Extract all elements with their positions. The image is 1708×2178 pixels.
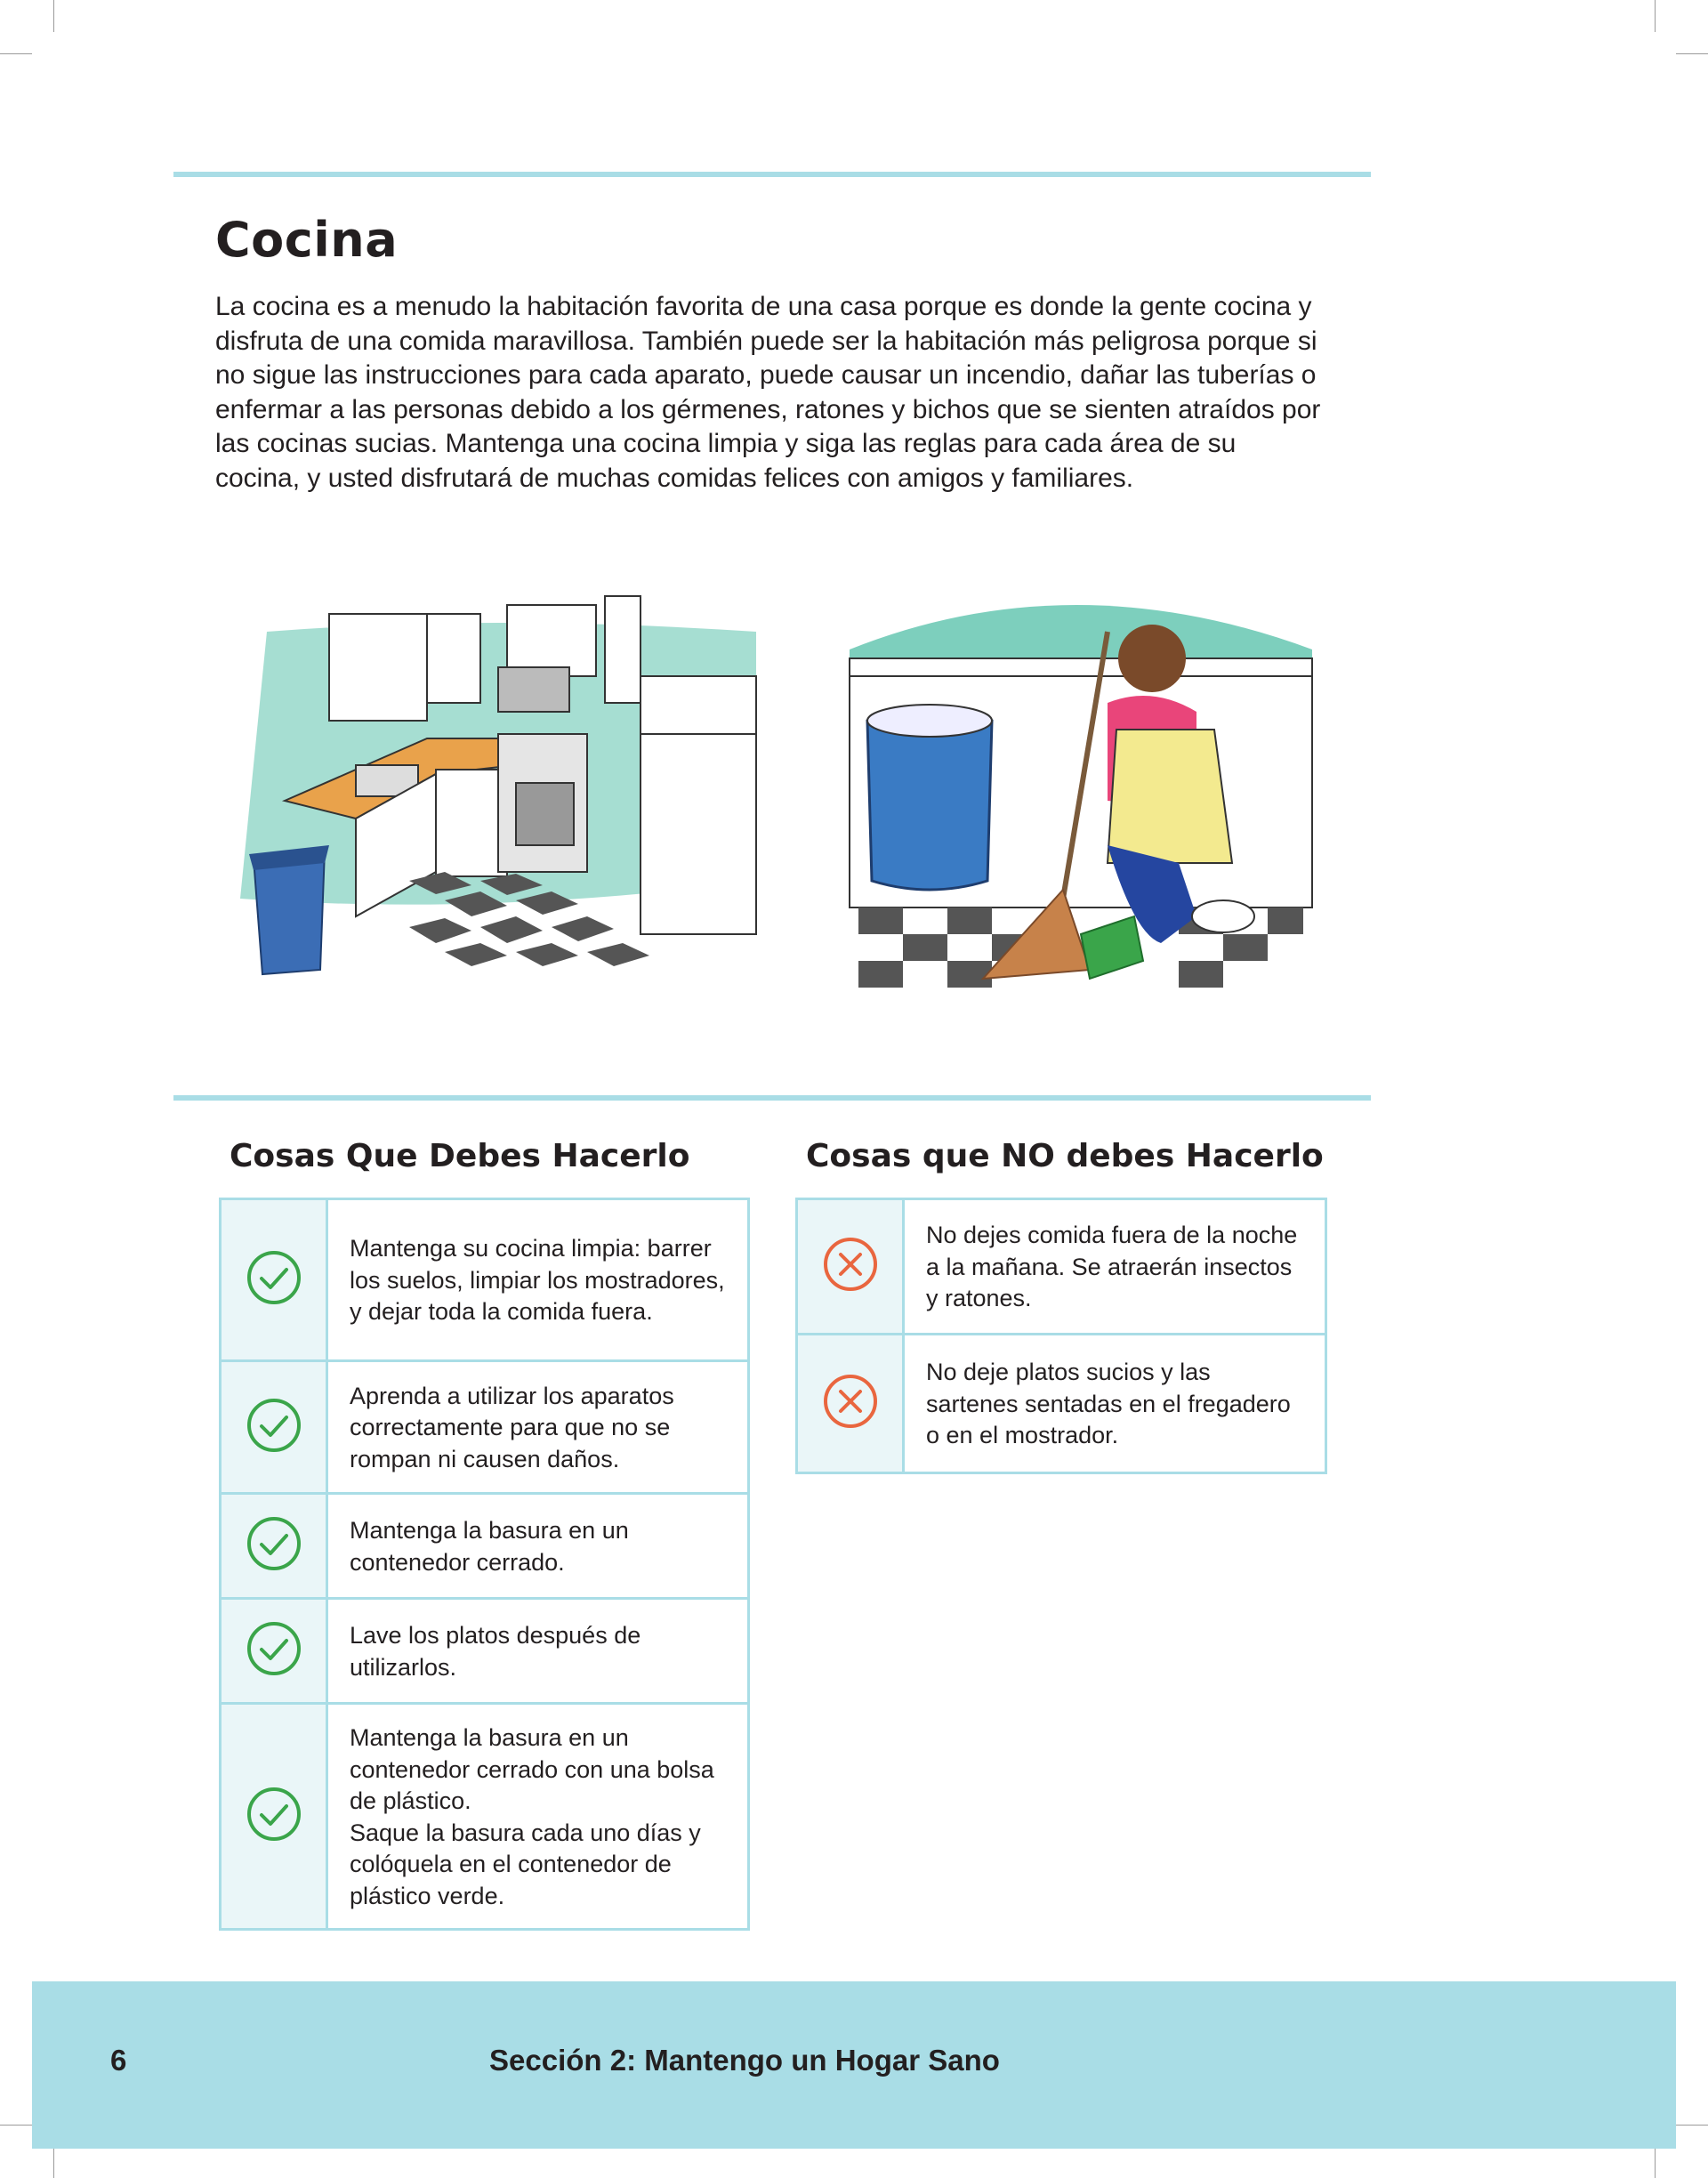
table-row xyxy=(221,1704,749,1930)
dos-table xyxy=(219,1198,750,1931)
sweeping-illustration xyxy=(841,578,1321,1001)
page-title: Cocina xyxy=(215,212,399,268)
x-circle-icon xyxy=(821,1235,880,1294)
dos-heading: Cosas Que Debes Hacerlo xyxy=(230,1138,690,1174)
donts-table xyxy=(795,1198,1327,1474)
check-circle-icon xyxy=(245,1619,303,1678)
check-circle-icon xyxy=(245,1785,303,1843)
crop-mark xyxy=(1676,2125,1708,2126)
crop-mark xyxy=(0,2125,32,2126)
crop-mark xyxy=(1655,2146,1656,2178)
dos-item-text: Lave los platos después de utilizarlos. xyxy=(327,1599,749,1704)
page-footer xyxy=(32,1981,1676,2149)
page-number: 6 xyxy=(110,2044,127,2077)
table-row xyxy=(221,1361,749,1494)
table-row xyxy=(221,1199,749,1361)
intro-paragraph: La cocina es a menudo la habitación favorita de una casa porque es donde la gente cocina y disfruta de una comida maravillosa. También puede ser la habitación más peligrosa porque si no sigue las instrucciones para cada aparato, puede causar un incendio, dañar las tuberías o enfermar a las personas debido a los gérmenes, ratones y bichos que se sienten atraídos por las cocinas sucias. Mantenga una cocina limpia y siga las reglas para cada área de su cocina, y usted disfrutará de muchas comidas felices con amigos y familiares. xyxy=(215,292,1321,493)
crop-mark xyxy=(1655,0,1656,32)
section-title: Sección 2: Mantengo un Hogar Sano xyxy=(489,2044,1000,2077)
dos-item-text: Aprenda a utilizar los aparatos correctamente para que no se rompan ni causen daños. xyxy=(327,1361,749,1494)
crop-mark xyxy=(53,2146,54,2178)
dos-item-text: Mantenga la basura en un contenedor cerrado. xyxy=(327,1494,749,1599)
dos-item-text-extra: Saque la basura cada uno días y colóquela en el contenedor de plástico verde. xyxy=(350,1819,701,1909)
table-row xyxy=(221,1494,749,1599)
donts-item-text: No dejes comida fuera de la noche a la mañana. Se atraerán insectos y ratones. xyxy=(904,1199,1326,1335)
donts-heading: Cosas que NO debes Hacerlo xyxy=(806,1138,1324,1174)
table-row xyxy=(797,1199,1326,1335)
crop-mark xyxy=(1676,53,1708,54)
crop-mark xyxy=(53,0,54,32)
table-row xyxy=(797,1335,1326,1473)
section-divider xyxy=(173,1095,1371,1101)
kitchen-illustration xyxy=(222,578,774,1001)
check-circle-icon xyxy=(245,1514,303,1573)
check-circle-icon xyxy=(245,1396,303,1455)
check-circle-icon xyxy=(245,1248,303,1307)
donts-item-text: No deje platos sucios y las sartenes sentadas en el fregadero o en el mostrador. xyxy=(904,1335,1326,1473)
dos-item-text: Mantenga su cocina limpia: barrer los suelos, limpiar los mostradores, y dejar toda la comida fuera. xyxy=(327,1199,749,1361)
x-circle-icon xyxy=(821,1372,880,1431)
table-row xyxy=(221,1599,749,1704)
crop-mark xyxy=(0,53,32,54)
dos-item-text: Mantenga la basura en un contenedor cerrado con una bolsa de plástico. xyxy=(350,1724,714,1814)
top-divider xyxy=(173,172,1371,177)
